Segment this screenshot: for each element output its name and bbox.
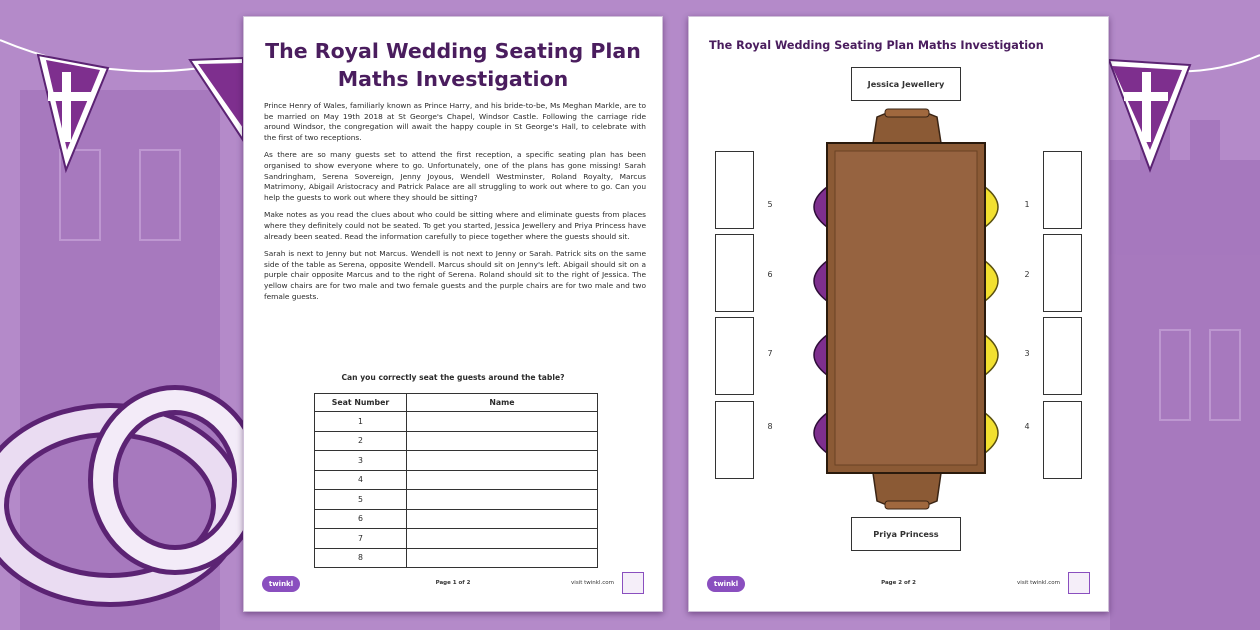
name-answer-cell[interactable] (407, 451, 598, 471)
seat-number-cell: 3 (315, 451, 407, 471)
website-link[interactable]: visit twinkl.com (571, 580, 614, 586)
seat-number-cell: 6 (315, 509, 407, 529)
seat-number-label: 7 (767, 349, 773, 358)
seat-number-label: 4 (1024, 422, 1030, 431)
seat-box-2[interactable] (1043, 234, 1082, 312)
table-row (315, 470, 598, 490)
table-row (315, 412, 598, 432)
end-chair-bottom (873, 473, 941, 509)
seat-number-label: 3 (1024, 349, 1030, 358)
table-row (315, 529, 598, 549)
seat-number-label: 1 (1024, 200, 1030, 209)
seat-number-label: 5 (767, 200, 773, 209)
question-text: Can you correctly seat the guests around the table? (341, 373, 565, 382)
paragraph-intro: Prince Henry of Wales, familiarly known as Prince Harry, and his bride-to-be, Ms Meghan Markle, are to be married on May 19th 2018 at St George's Chapel, Windsor Castle. Following the carriage ride around Windsor, the congregation will await the happy couple in St George's Hall, to celebrate with the first of two receptions. (264, 101, 646, 143)
twinkl-logo-icon: twinkl (262, 576, 300, 592)
seating-table-diagram (689, 17, 1110, 613)
quality-badge-icon (622, 572, 644, 594)
twinkl-logo-icon: twinkl (707, 576, 745, 592)
page-title (244, 37, 662, 93)
name-box-bottom: Priya Princess (851, 517, 961, 551)
page-title: The Royal Wedding Seating Plan Maths Investigation (709, 39, 1044, 52)
page-footer (262, 570, 644, 598)
name-answer-cell[interactable] (407, 529, 598, 549)
worksheet-page-1 (243, 16, 663, 612)
table-row (315, 509, 598, 529)
table-row (315, 490, 598, 510)
title-line-2: Maths Investigation (337, 67, 569, 91)
quality-badge-icon (1068, 572, 1090, 594)
seat-number-cell: 7 (315, 529, 407, 549)
name-answer-cell[interactable] (407, 509, 598, 529)
paragraph-guests: As there are so many guests set to attend the first reception, a specific seating plan has been organised to show everyone where to go. Unfortunately, one of the plans has gone missing! Sarah Sandringham, Serena Sovereign, Jenny Joyous, Wendell Westminster, Roland Royalty, Marcus Matrimony, Abigail Aristocracy and Patrick Palace are all struggling to work out where to go. Can you help the guests to work out where they should be sitting? (264, 150, 646, 203)
seat-number-cell: 8 (315, 548, 407, 568)
name-answer-cell[interactable] (407, 490, 598, 510)
worksheet-page-2 (688, 16, 1109, 612)
name-box-top: Jessica Jewellery (851, 67, 961, 101)
seat-box-5[interactable] (715, 151, 754, 229)
seat-box-8[interactable] (715, 401, 754, 479)
page-footer (707, 570, 1090, 598)
seat-box-4[interactable] (1043, 401, 1082, 479)
name-answer-cell[interactable] (407, 412, 598, 432)
paragraph-notes: Make notes as you read the clues about who could be sitting where and eliminate guests from places where they definitely could not be seated. To get you started, Jessica Jewellery and Priya Princess have already been seated. Read the information carefully to piece together where the guests should sit. (264, 210, 646, 241)
seat-number-label: 6 (767, 270, 773, 279)
seat-number-cell: 1 (315, 412, 407, 432)
seat-number-cell: 5 (315, 490, 407, 510)
name-answer-cell[interactable] (407, 470, 598, 490)
paragraph-clues: Sarah is next to Jenny but not Marcus. Wendell is not next to Jenny or Sarah. Patrick sits on the same side of the table as Serena, opposite Wendell. Marcus should sit on Jenny's left. Abigail should sit on a purple chair opposite Marcus and to the right of Serena. Roland should sit to the right of Jessica. The yellow chairs are for two male and two female guests and the purple chairs are for two male and two female guests. (264, 248, 646, 301)
seating-answer-table (314, 393, 598, 568)
instructions-text (264, 101, 646, 309)
table-row (315, 431, 598, 451)
seat-number-label: 8 (767, 422, 773, 431)
seat-number-cell: 4 (315, 470, 407, 490)
name-answer-cell[interactable] (407, 548, 598, 568)
page-number: Page 2 of 2 (881, 580, 916, 586)
page-number: Page 1 of 2 (435, 580, 471, 586)
wooden-table (827, 143, 985, 473)
column-header-name: Name (407, 394, 598, 412)
seat-number-label: 2 (1024, 270, 1030, 279)
seat-box-3[interactable] (1043, 317, 1082, 395)
title-line-1: The Royal Wedding Seating Plan (265, 39, 641, 63)
table-row (315, 548, 598, 568)
name-answer-cell[interactable] (407, 431, 598, 451)
seat-box-7[interactable] (715, 317, 754, 395)
table-row (315, 451, 598, 471)
end-chair-top (873, 109, 941, 143)
table-header-row (315, 394, 598, 412)
seat-box-1[interactable] (1043, 151, 1082, 229)
seat-box-6[interactable] (715, 234, 754, 312)
website-link[interactable]: visit twinkl.com (1017, 580, 1060, 586)
seat-number-cell: 2 (315, 431, 407, 451)
column-header-seat: Seat Number (315, 394, 407, 412)
